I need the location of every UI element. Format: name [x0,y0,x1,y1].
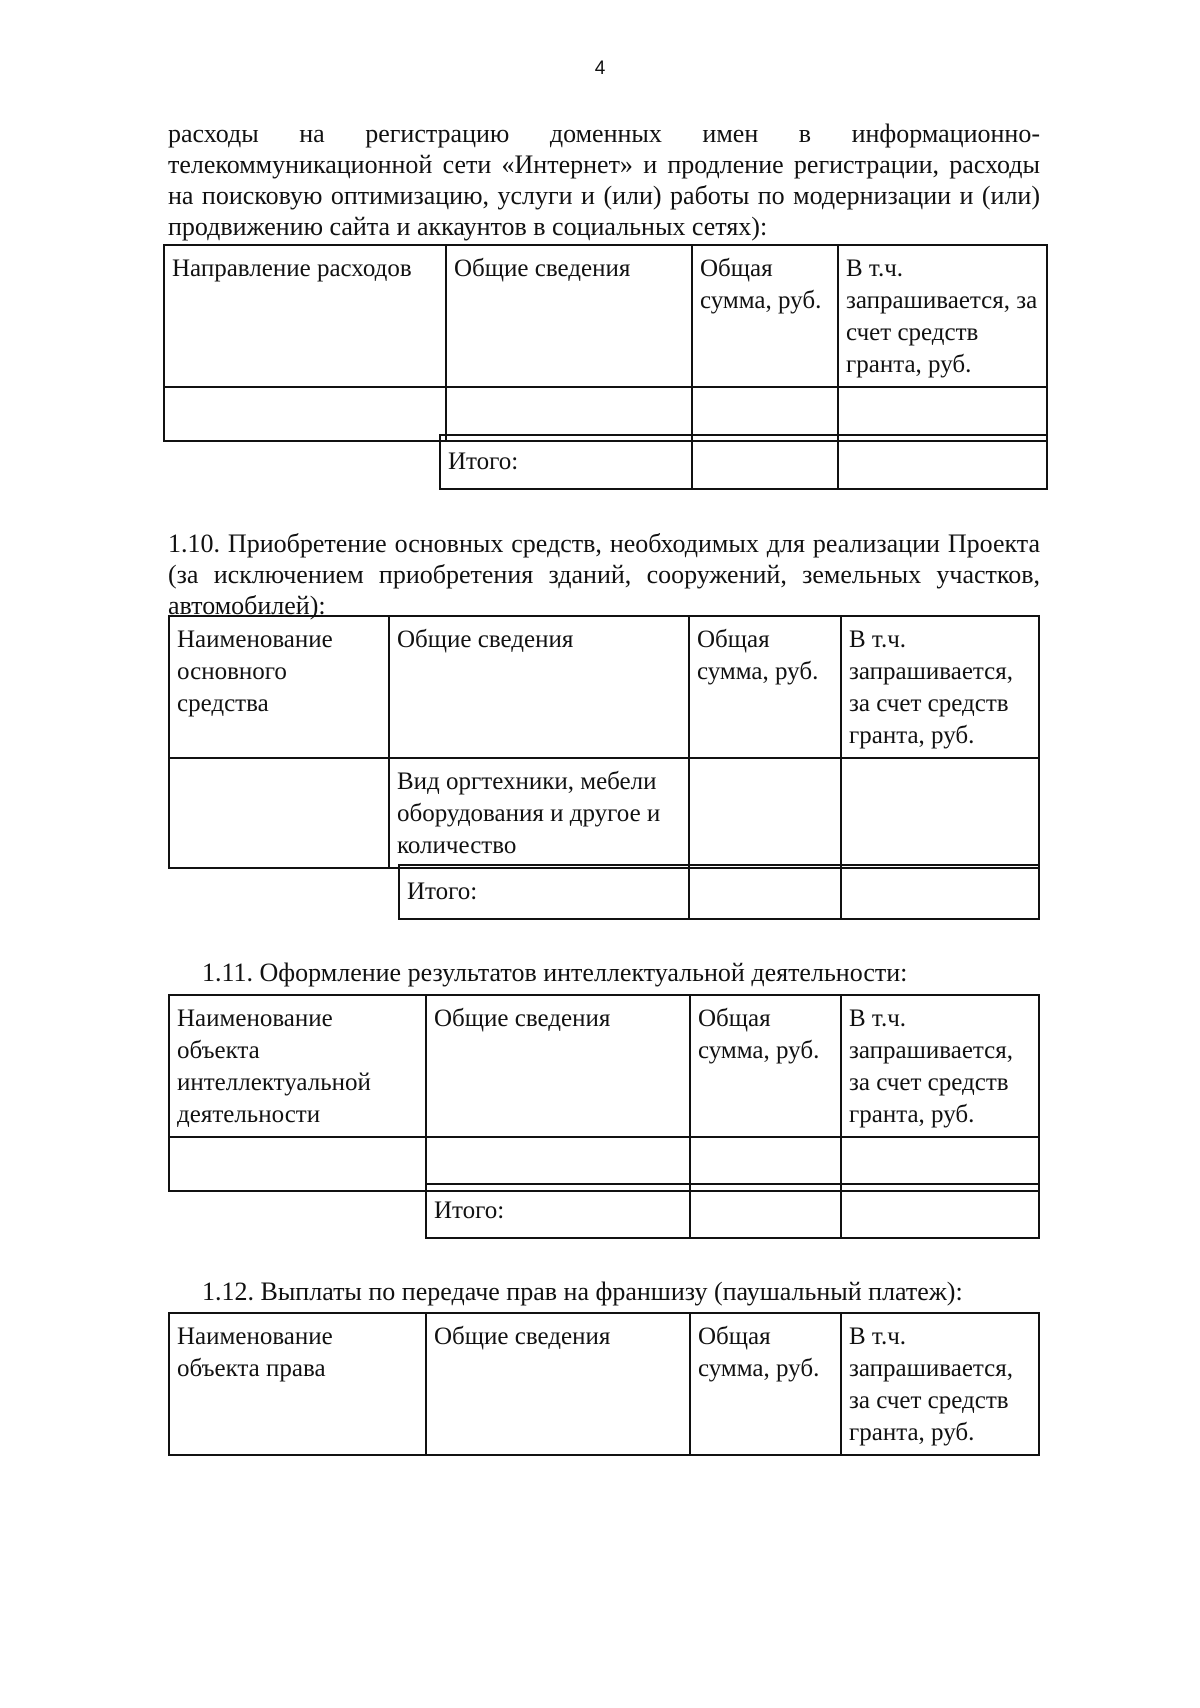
table-cell [169,1137,426,1191]
table-cell [169,758,389,868]
intro-first-line: расходы на регистрацию доменных имен в информационно- [168,119,1040,148]
table-cell: Вид оргтехники, мебели оборудования и другое и количество [389,758,689,868]
table-header-row [164,245,1047,387]
total-label: Итого: [440,435,692,489]
expenses-total-row [439,434,1048,490]
table-cell [841,758,1039,868]
header-cell: Наименование основного средства [169,616,389,758]
section-1-10-line3: автомобилей): [168,591,326,620]
section-1-10-line1: 1.10. Приобретение основных средств, необходимых для реализации Проекта [168,529,1040,558]
header-cell: Направление расходов [164,245,446,387]
fixed-assets-table [168,615,1040,869]
total-grant-cell [841,1184,1039,1238]
intro-rest: телекоммуникационной сети «Интернет» и продление регистрации, расходы на поисковую оптимизацию, услуги и (или) работы по модернизации и (или) продвижению сайта и аккаунтов в социальных сетях): [168,150,1040,241]
total-label: Итого: [426,1184,690,1238]
fixed-assets-total-row [398,864,1040,920]
table-row [169,758,1039,868]
table-header-row [169,616,1039,758]
expenses-table [163,244,1048,442]
intellectual-property-table [168,994,1040,1192]
header-cell: Общие сведения [389,616,689,758]
total-sum-cell [690,1184,841,1238]
header-cell: Наименование объекта права [169,1313,426,1455]
header-cell: Общие сведения [426,1313,690,1455]
header-cell: В т.ч. запрашивается, за счет средств гранта, руб. [838,245,1047,387]
total-label: Итого: [399,865,689,919]
total-sum-cell [692,435,838,489]
header-cell: Общая сумма, руб. [689,616,841,758]
section-1-10-heading [168,528,1040,621]
total-sum-cell [689,865,841,919]
table-cell [692,387,838,441]
header-cell: Общая сумма, руб. [692,245,838,387]
total-grant-cell [841,865,1039,919]
section-1-11-title: 1.11. Оформление результатов интеллектуальной деятельности: [202,958,908,987]
table-header-row [169,1313,1039,1455]
intellectual-property-total-row [425,1183,1040,1239]
page-number: 4 [594,58,606,79]
section-1-10-line2: (за исключением приобретения зданий, сооружений, земельных участков, [168,560,1040,589]
header-cell: Общие сведения [446,245,692,387]
franchise-table [168,1312,1040,1456]
table-cell [446,387,692,441]
header-cell: Наименование объекта интеллектуальной деятельности [169,995,426,1137]
table-cell [689,758,841,868]
total-grant-cell [838,435,1047,489]
intro-paragraph [168,118,1040,242]
header-cell: Общие сведения [426,995,690,1137]
table-header-row [169,995,1039,1137]
table-row [164,387,1047,441]
header-cell: Общая сумма, руб. [690,995,841,1137]
header-cell: В т.ч. запрашивается, за счет средств гранта, руб. [841,616,1039,758]
table-cell [164,387,446,441]
header-cell: Общая сумма, руб. [690,1313,841,1455]
header-cell: В т.ч. запрашивается, за счет средств гранта, руб. [841,995,1039,1137]
section-1-12-title: 1.12. Выплаты по передаче прав на франшизу (паушальный платеж): [202,1277,963,1306]
table-cell [838,387,1047,441]
header-cell: В т.ч. запрашивается, за счет средств гранта, руб. [841,1313,1039,1455]
